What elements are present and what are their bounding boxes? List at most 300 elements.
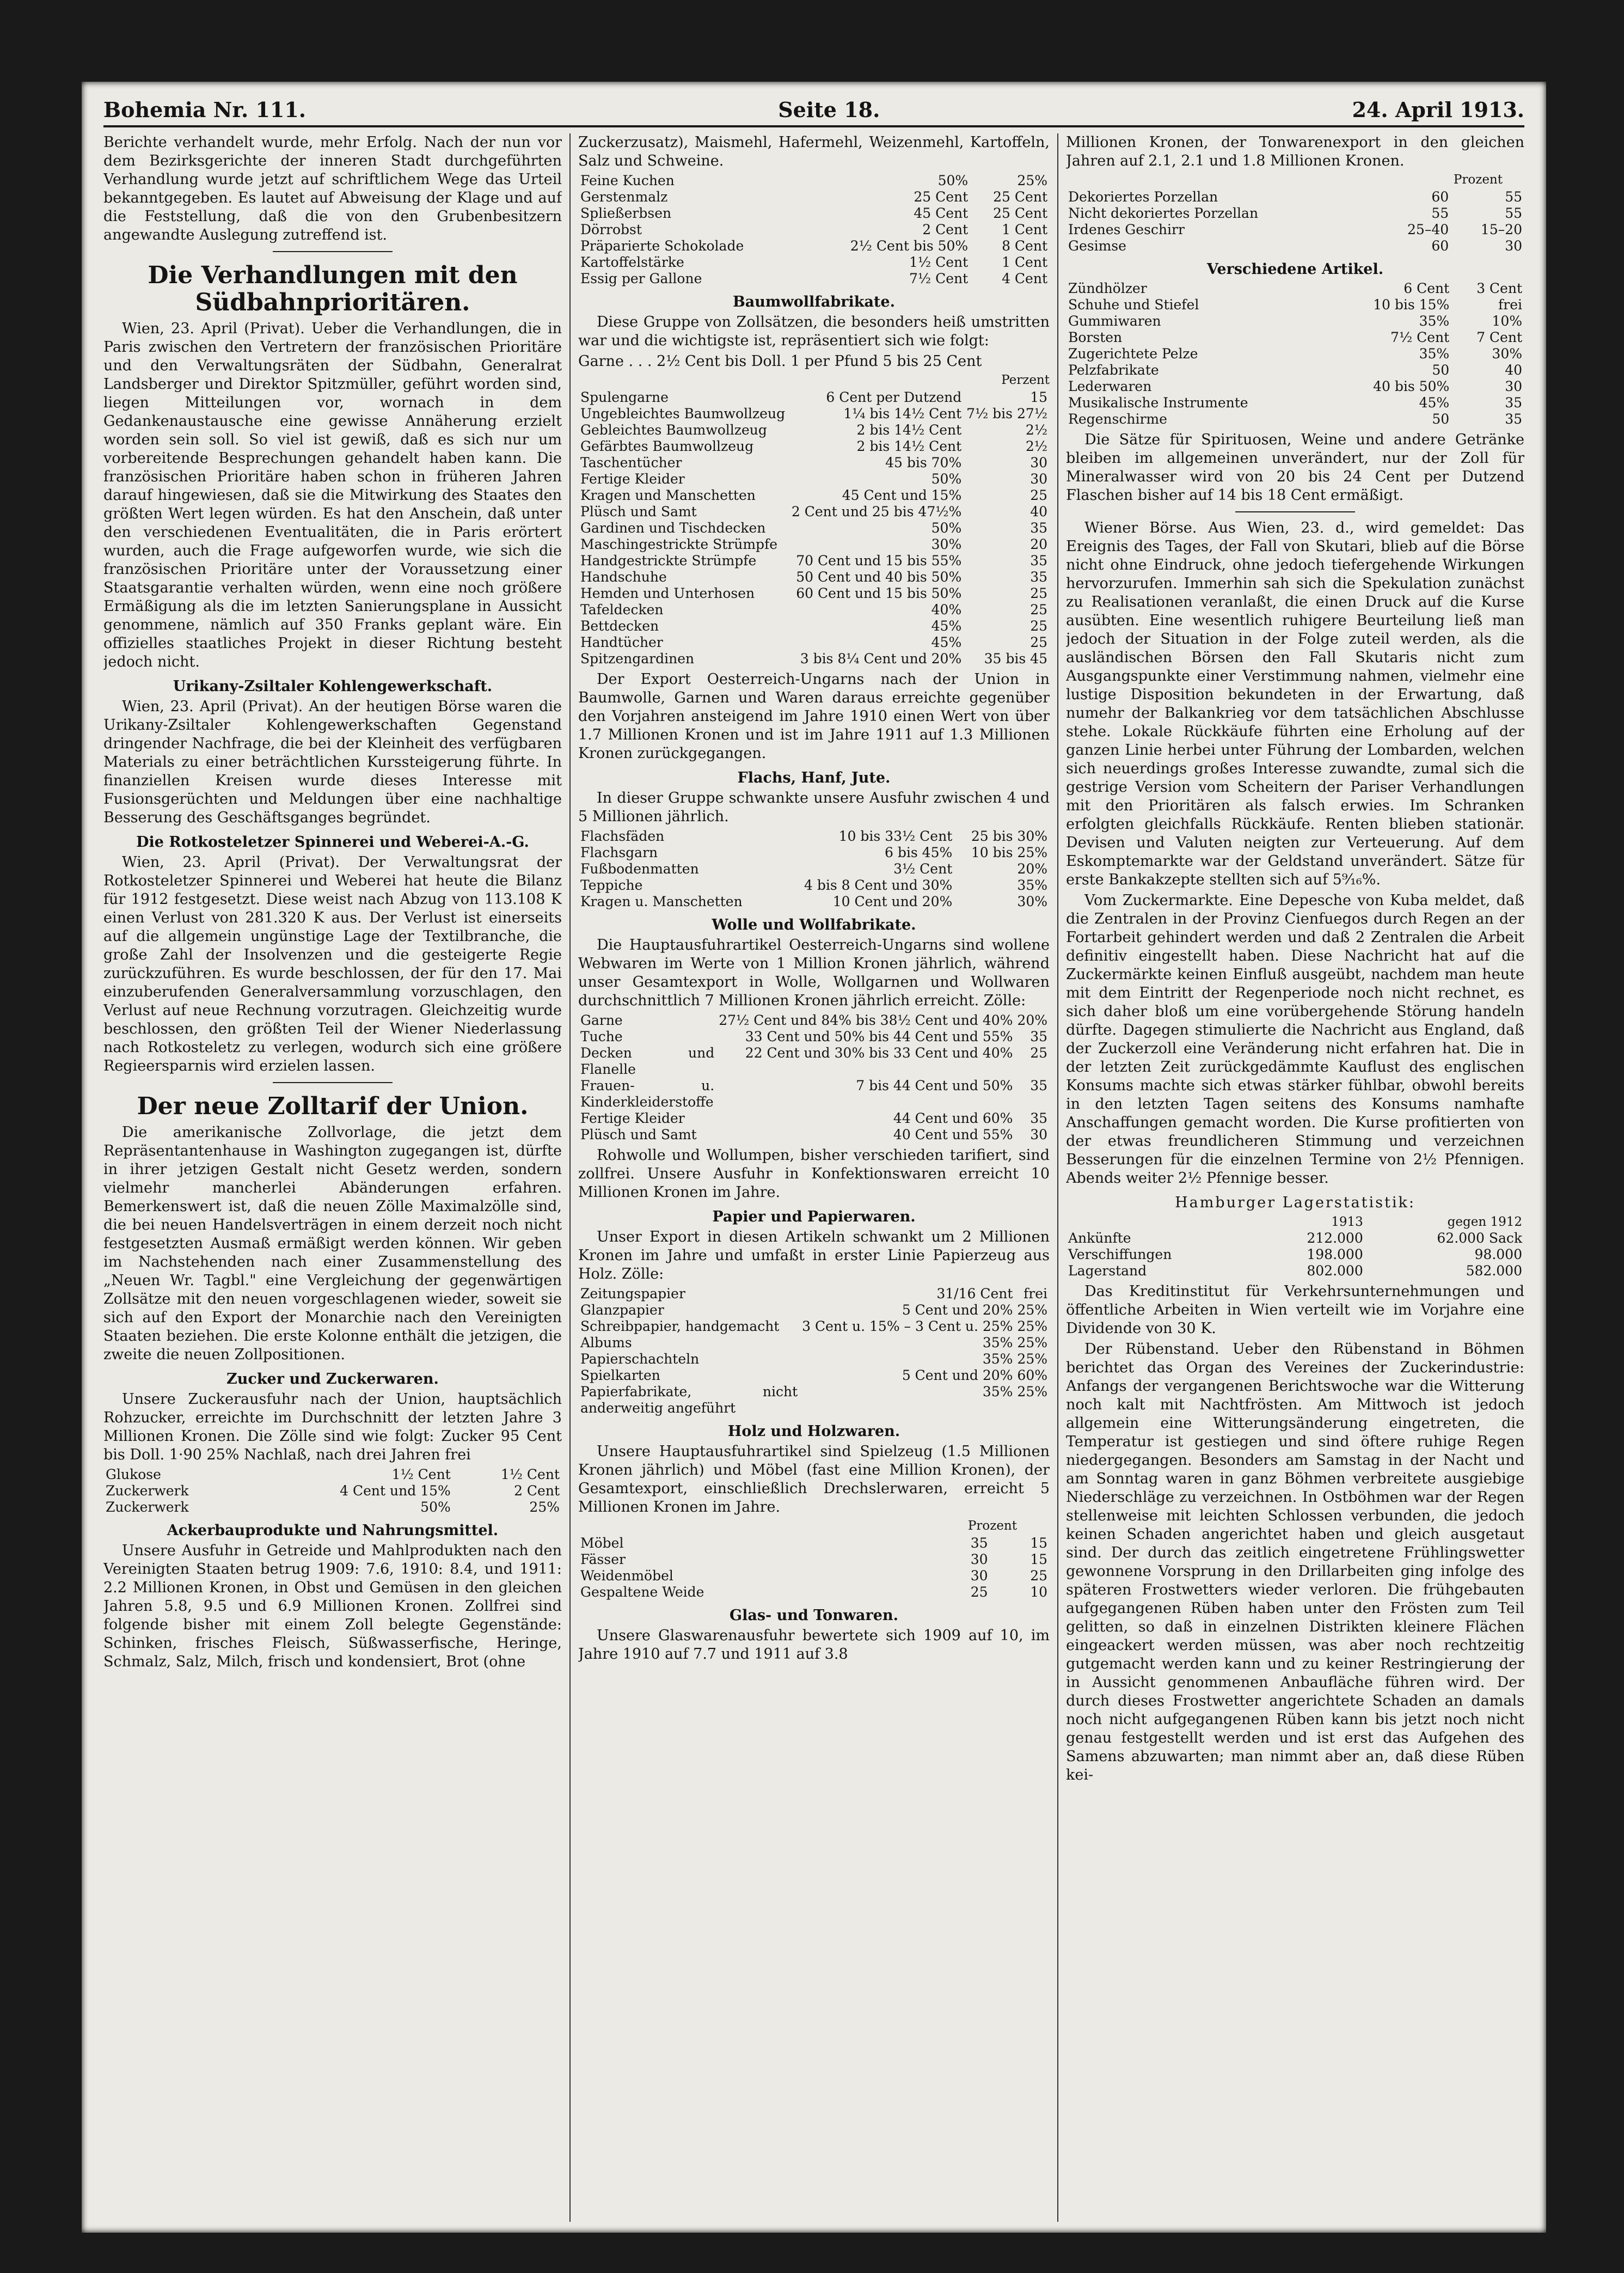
table-cell: 22 Cent und 30% bis 33 Cent und 40% xyxy=(745,1045,1013,1061)
table-cell: 10 Cent und 20% xyxy=(832,894,953,909)
table-row xyxy=(578,634,1050,651)
subhead-papier: Papier und Papierwaren. xyxy=(712,1208,916,1225)
table-cell: Irdenes Geschirr xyxy=(1068,222,1185,237)
table-cell: 25 Cent xyxy=(993,205,1047,221)
article-kreditinstitut: Das Kreditinstitut für Verkehrsunternehmungen und öffentliche Arbeiten in Wien verteilt wie im Vorjahre eine Dividende von 30 K. xyxy=(1066,1283,1524,1337)
article-text: Unsere Zuckerausfuhr nach der Union, hauptsächlich Rohzucker, erreichte im Durchschnitt der letzten Jahre 3 Millionen Kronen. Die Zölle sind wie folgt: Zucker 95 Cent bis Doll. 1·90 25% Nachlaß, nach drei Jahren frei xyxy=(103,1391,562,1463)
table-cell: 50% xyxy=(937,173,969,188)
article-text: Wien, 23. April (Privat). Ueber die Verhandlungen, die in Paris zwischen den Vertretern der französischen Prioritäre und den Verwaltungsräten der Südbahn, Generalrat Landsberger und Direktor Spitzmüller, geführt worden sind, liegen Mitteilungen vor, wornach in dem Gedankenaustausche eine gewisse Annäherung erzielt worden sein soll. So viel ist gewiß, daß es sich nur um vorbereitende Besprechungen gehandelt haben kann. Die französischen Prioritäre haben schon in früheren Jahren darauf hingewiesen, daß sie die Mitwirkung des Staates den größten Wert legen würden. Es hat den Anschein, daß unter den verschiedenen Eventualitäten, die in Paris erörtert wurden, auch die Frage aufgeworfen wurde, wie sich die französischen Prioritäre unter der Voraussetzung einer Staatsgarantie verhalten würden, wenn eine noch größere Ermäßigung als die im letzten Sanierungsplane in Aussicht genommene, nämlich auf 350 Franks geplant wäre. Ein offizielles staatliches Projekt in dieser Richtung besteht jedoch nicht. xyxy=(103,320,562,670)
table-cell: 3½ Cent xyxy=(893,861,953,877)
table-cell: 31/16 Cent xyxy=(936,1286,1013,1302)
table-cell: 3 bis 8¼ Cent und 20% xyxy=(800,651,962,667)
table-row xyxy=(1066,1247,1524,1263)
table-cell: Tafeldecken xyxy=(580,602,664,618)
table-cell: Gespaltene Weide xyxy=(580,1584,704,1600)
table-cell: 62.000 Sack xyxy=(1437,1230,1522,1246)
table-row xyxy=(578,1367,1050,1384)
table-cell: Zuckerwerk xyxy=(106,1499,189,1515)
table-cell: 20% xyxy=(1017,1012,1047,1028)
article-text: Wien, 23. April (Privat). Der Verwaltungsrat der Rotkosteletzer Spinnerei und Weberei hat heute die Bilanz für 1912 festgesetzt. Diese weist nach Abzug von 113.108 K einen Verlust von 281.320 K aus. Der Verlust ist einerseits auf die allgemein ungünstige Lage der Textilbranche, die große Zahl der Insolvenzen und die gesteigerte Regie zurückzuführen. Es wurde beschlossen, der für den 17. Mai einzuberufenden Generalversammlung vorzuschlagen, den Verlust auf neue Rechnung vorzutragen. Gleichzeitig wurde beschlossen, den größten Teil der Wiener Niederlassung nach Rotkosteletz zu verlegen, wodurch sich eine größere Regieersparnis wird erzielen lassen. xyxy=(103,854,562,1074)
table-cell: Weidenmöbel xyxy=(580,1568,673,1584)
table-row xyxy=(578,553,1050,569)
tariff-line: Garne . . . 2½ Cent bis Doll. 1 per Pfund 5 bis 25 Cent xyxy=(578,353,982,370)
table-cell: 35% xyxy=(982,1384,1013,1400)
table-row xyxy=(578,585,1050,602)
tariff-table xyxy=(578,389,1050,667)
table-cell: 45% xyxy=(931,618,962,634)
table-cell: 2½ xyxy=(1025,422,1047,438)
table-cell: Dörrobst xyxy=(580,222,642,237)
table-row xyxy=(578,1568,1050,1584)
article-text: Rohwolle und Wollumpen, bisher verschieden tarifiert, sind zollfrei. Unsere Ausfuhr in Konfektionswaren erreicht 10 Millionen Kronen im Jahre. xyxy=(578,1147,1050,1201)
table-cell: Kragen und Manschetten xyxy=(580,487,756,503)
table-row xyxy=(1066,378,1524,395)
table-cell: 10 bis 25% xyxy=(971,845,1047,860)
subhead-flachs: Flachs, Hanf, Jute. xyxy=(737,769,891,786)
table-cell: Regenschirme xyxy=(1068,411,1167,427)
table-cell: 35% xyxy=(982,1335,1013,1351)
table-cell: 50 xyxy=(1432,411,1450,427)
table-cell: 30 xyxy=(1030,471,1047,487)
table-cell: 6 bis 45% xyxy=(885,845,953,860)
table-cell: Glanzpapier xyxy=(580,1302,664,1318)
table-cell: 35 xyxy=(1030,1078,1047,1093)
table-row xyxy=(578,1078,1050,1110)
table-cell: Schreibpapier, handgemacht xyxy=(580,1318,780,1334)
table-cell: 35% xyxy=(1017,877,1047,893)
header-page-number: Seite 18. xyxy=(778,97,880,122)
table-cell: Zündhölzer xyxy=(1068,280,1147,296)
table-cell: Teppiche xyxy=(580,877,643,893)
table-cell: Gardinen und Tischdecken xyxy=(580,520,766,536)
subhead-zucker: Zucker und Zuckerwaren. xyxy=(226,1371,439,1388)
table-cell: 3 Cent u. 15% – 3 Cent u. 25% xyxy=(802,1318,1013,1334)
table-cell: 4 Cent xyxy=(1002,271,1047,286)
table-row xyxy=(578,651,1050,667)
table-cell: Gesimse xyxy=(1068,238,1126,254)
table-cell: 55 xyxy=(1505,189,1522,205)
table-cell: 40 bis 50% xyxy=(1373,378,1450,394)
column-rule xyxy=(569,133,571,2222)
table-cell: 35 xyxy=(1030,569,1047,585)
table-row xyxy=(578,471,1050,487)
table-cell: 5 Cent und 20% xyxy=(902,1367,1013,1383)
table-row xyxy=(103,1467,562,1483)
table-cell: 50 Cent und 40 bis 50% xyxy=(796,569,962,585)
article-text: Die amerikanische Zollvorlage, die jetzt dem Repräsentantenhause in Washington zugegangen ist, dürfte in ihrer jetzigen Gestalt nicht Gesetz werden, sondern vielmehr mancherlei Abänderungen erfahren. Bemerkenswert ist, daß die neuen Zölle Maximalzölle sind, die bei neuen Handelsverträgen in einem derzeit noch nicht festgesetzten Ausmaß ermäßigt werden können. Wir geben im Nachstehenden nach einer Zusammenstellung des „Neuen Wr. Tagbl." eine Vergleichung der gegenwärtigen Zollsätze mit den neuen vorgeschlagenen wieder, soweit sie sich auf den Export der Monarchie nach den Vereinigten Staaten beziehen. Die erste Kolonne enthält die jetzigen, die zweite die neuen Zollpositionen. xyxy=(103,1124,562,1363)
table-cell: 30% xyxy=(1017,894,1047,909)
headline-rotkosteletz: Die Rotkosteletzer Spinnerei und Weberei-A.-G. xyxy=(136,834,529,851)
table-cell: Hemden und Unterhosen xyxy=(580,585,755,601)
table-cell: Fertige Kleider xyxy=(580,471,685,487)
table-cell: 4 bis 8 Cent und 30% xyxy=(804,877,953,893)
subhead-ackerbau: Ackerbauprodukte und Nahrungsmittel. xyxy=(167,1522,499,1539)
table-row xyxy=(578,455,1050,471)
table-cell: 40 Cent und 55% xyxy=(893,1127,1013,1142)
article-text: In dieser Gruppe schwankte unsere Ausfuhr zwischen 4 und 5 Millionen jährlich. xyxy=(578,790,1050,825)
article-text: Berichte verhandelt wurde, mehr Erfolg. Nach der nun vor dem Bezirksgerichte der inneren Stadt durchgeführten Verhandlung wurde jetzt auf schriftlichem Wege das Urteil bekanntgegeben. Es lautet auf Abweisung der Klage und auf die Feststellung, daß die von den Grubenbesitzern angewandte Auslegung zutreffend ist. xyxy=(103,134,562,243)
table-cell: 7½ bis 27½ xyxy=(966,406,1047,421)
subhead-baumwolle: Baumwollfabrikate. xyxy=(732,294,895,310)
tariff-table xyxy=(578,1286,1050,1416)
table-row xyxy=(1066,1263,1524,1279)
table-cell: 25% xyxy=(1017,1351,1047,1367)
table-cell: Fässer xyxy=(580,1551,626,1567)
table-cell: 50% xyxy=(931,471,962,487)
column-3 xyxy=(1066,133,1524,2222)
table-cell: 60% xyxy=(1017,1367,1047,1383)
subhead-verschiedene: Verschiedene Artikel. xyxy=(1206,261,1384,278)
table-cell: 35% xyxy=(1419,346,1450,362)
table-cell: 25 bis 30% xyxy=(971,828,1047,844)
tariff-table xyxy=(578,828,1050,910)
table-row xyxy=(578,189,1050,205)
table-cell: Musikalische Instrumente xyxy=(1068,395,1248,411)
table-cell: Maschingestrickte Strümpfe xyxy=(580,536,778,552)
table-row xyxy=(1066,362,1524,378)
table-cell: Decken und Flanelle xyxy=(580,1045,715,1077)
table-cell: 212.000 xyxy=(1307,1230,1363,1246)
column-1 xyxy=(103,133,562,2222)
table-cell: 25% xyxy=(1017,1318,1047,1334)
table-cell: 50% xyxy=(420,1499,451,1515)
subhead-wolle: Wolle und Wollfabrikate. xyxy=(712,916,916,933)
table-cell: 55 xyxy=(1431,205,1449,221)
article-text: Unsere Glaswarenausfuhr bewertete sich 1909 auf 10, im Jahre 1910 auf 7.7 und 1911 auf 3.8 xyxy=(578,1627,1050,1663)
table-cell: Kartoffelstärke xyxy=(580,254,684,270)
table-cell: 15 xyxy=(1030,1535,1047,1551)
table-cell: Plüsch und Samt xyxy=(580,1127,697,1142)
table-cell: 35 xyxy=(1030,520,1047,536)
article-text: Millionen Kronen, der Tonwarenexport in den gleichen Jahren auf 2.1, 2.1 und 1.8 Millionen Kronen. xyxy=(1066,134,1524,169)
table-row xyxy=(578,1127,1050,1143)
table-row xyxy=(578,1029,1050,1045)
table-cell: 7½ Cent xyxy=(909,271,969,286)
table-cell: 20% xyxy=(1017,861,1047,877)
table-header-cell: 1913 xyxy=(1331,1215,1363,1229)
subhead-lagerstatistik: Hamburger Lagerstatistik: xyxy=(1175,1194,1415,1211)
table-cell: 35 bis 45 xyxy=(984,651,1047,667)
table-row xyxy=(578,205,1050,222)
table-cell: 60 xyxy=(1431,238,1449,254)
table-cell: Flachsgarn xyxy=(580,845,658,860)
table-cell: 20 xyxy=(1030,536,1047,552)
table-cell: 40% xyxy=(931,602,962,618)
table-row xyxy=(103,1499,562,1516)
table-cell: Spließerbsen xyxy=(580,205,672,221)
table-cell: 30 xyxy=(1030,1127,1047,1142)
table-row xyxy=(578,569,1050,585)
table-cell: 1 Cent xyxy=(1002,254,1047,270)
table-cell: 25 xyxy=(1030,1045,1047,1061)
table-row xyxy=(578,1535,1050,1551)
table-cell: 2 bis 14½ Cent xyxy=(856,438,962,454)
table-cell: Handgestrickte Strümpfe xyxy=(580,553,757,569)
column-rule xyxy=(1057,133,1058,2222)
page-header xyxy=(103,94,1524,127)
table-row xyxy=(1066,395,1524,411)
table-cell: Flachsfäden xyxy=(580,828,665,844)
table-cell: 6 Cent xyxy=(1404,280,1450,296)
table-cell: 7 Cent xyxy=(1476,329,1522,345)
table-cell: Lagerstand xyxy=(1068,1263,1147,1279)
table-cell: Frauen- u. Kinderkleiderstoffe xyxy=(580,1078,715,1110)
table-row xyxy=(578,238,1050,254)
table-cell: 30 xyxy=(970,1551,988,1567)
table-cell: 70 Cent und 15 bis 55% xyxy=(796,553,962,569)
table-cell: 30% xyxy=(1492,346,1522,362)
table-row xyxy=(578,894,1050,910)
table-cell: 25 xyxy=(1030,585,1047,601)
tariff-table xyxy=(1066,189,1524,254)
column-heading: Prozent xyxy=(967,1519,1017,1533)
tariff-table xyxy=(578,1012,1050,1143)
table-row xyxy=(578,1335,1050,1351)
table-cell: Präparierte Schokolade xyxy=(580,238,744,254)
table-cell: 35 xyxy=(1505,411,1522,427)
table-row xyxy=(578,602,1050,618)
table-cell: Bettdecken xyxy=(580,618,659,634)
table-row xyxy=(1066,411,1524,427)
table-row xyxy=(578,520,1050,536)
table-cell: 25 Cent xyxy=(914,189,969,205)
table-row xyxy=(1066,222,1524,238)
table-cell: Albums xyxy=(580,1335,632,1351)
table-row xyxy=(578,1551,1050,1568)
table-cell: Zugerichtete Pelze xyxy=(1068,346,1198,362)
table-cell: 35% xyxy=(982,1351,1013,1367)
subhead-holz: Holz und Holzwaren. xyxy=(727,1423,900,1440)
table-row xyxy=(1066,238,1524,254)
table-cell: Plüsch und Samt xyxy=(580,504,697,520)
article-text: Unser Export in diesen Artikeln schwankt um 2 Millionen Kronen im Jahre und umfaßt in erster Linie Papierzeug aus Holz. Zölle: xyxy=(578,1229,1050,1282)
table-row xyxy=(1066,205,1524,222)
table-cell: 2 Cent und 25 bis 47½% xyxy=(791,504,962,520)
statistics-table xyxy=(1066,1214,1524,1279)
table-cell: 25 xyxy=(1030,487,1047,503)
article-text: Zuckerzusatz), Maismehl, Hafermehl, Weizenmehl, Kartoffeln, Salz und Schweine. xyxy=(578,134,1050,169)
table-row xyxy=(578,487,1050,504)
article-zuckermarkt: Vom Zuckermarkte. Eine Depesche von Kuba meldet, daß die Zentralen in der Provinz Cienfuegos durch Regen an der Fortarbeit gehindert werden und daß 2 Zentralen die Arbeit definitiv eingestellt haben. Diese Nachricht hat auf die Zuckermärkte keinen Einfluß ausgeübt, nachdem man heute mit dem Eintritt der Regenperiode noch nicht rechnet, es sich daher bloß um eine vorübergehende Störung handeln dürfte. Dagegen stimulierte die Nachricht aus England, daß der Zuckerzoll eine Veränderung nicht erfahren hat. Die in der letzten Zeit zurückgedämmte Kauflust des englischen Konsums machte sich etwas stärker fühlbar, obwohl bereits in den letzten Tagen seitens des Konsums namhafte Anschaffungen gemacht worden. Die Kurse profitierten von der etwas freundlicheren Stimmung und verzeichnen Besserungen für die einzelnen Termine von 2½ Pfennigen. Abends weiter 2½ Pfennige besser. xyxy=(1066,892,1524,1187)
table-row xyxy=(578,438,1050,455)
table-cell: 35 xyxy=(1030,1110,1047,1126)
table-cell: Borsten xyxy=(1068,329,1123,345)
table-row xyxy=(1066,189,1524,205)
table-cell: 198.000 xyxy=(1307,1247,1363,1262)
table-cell: 33 Cent und 50% bis 44 Cent und 55% xyxy=(745,1029,1013,1044)
table-cell: 25% xyxy=(1017,1302,1047,1318)
table-cell: Gefärbtes Baumwollzeug xyxy=(580,438,754,454)
table-cell: 1 Cent xyxy=(1002,222,1047,237)
table-cell: 25% xyxy=(1017,1335,1047,1351)
table-cell: 1½ Cent xyxy=(500,1467,560,1482)
table-cell: Taschentücher xyxy=(580,455,682,471)
table-row xyxy=(578,1286,1050,1302)
table-cell: 44 Cent und 60% xyxy=(893,1110,1013,1126)
table-row xyxy=(578,1302,1050,1318)
table-cell: 30 xyxy=(1030,455,1047,471)
headline-zolltarif: Der neue Zolltarif der Union. xyxy=(137,1092,529,1120)
table-cell: Glukose xyxy=(106,1467,161,1482)
tariff-table xyxy=(1066,280,1524,427)
table-cell: 1¼ bis 14½ Cent xyxy=(843,406,962,421)
table-cell: 45% xyxy=(931,634,962,650)
table-cell: Möbel xyxy=(580,1535,624,1551)
table-cell: 60 Cent und 15 bis 50% xyxy=(796,585,962,601)
table-cell: 35 xyxy=(970,1535,988,1551)
table-cell: 40 xyxy=(1030,504,1047,520)
table-cell: Dekoriertes Porzellan xyxy=(1068,189,1218,205)
table-row xyxy=(578,271,1050,287)
table-cell: Handschuhe xyxy=(580,569,667,585)
table-cell: 35 xyxy=(1030,553,1047,569)
table-cell: 50% xyxy=(931,520,962,536)
table-cell: Ankünfte xyxy=(1068,1230,1131,1246)
table-cell: Kragen u. Manschetten xyxy=(580,894,743,909)
separator xyxy=(1235,511,1355,512)
tariff-table xyxy=(578,173,1050,287)
article-text: Unsere Hauptausfuhrartikel sind Spielzeug (1.5 Millionen Kronen jährlich) und Möbel (fast eine Million Kronen), der Gesamtexport, einschließlich Drechslerwaren, erreicht 5 Millionen Kronen im Jahre. xyxy=(578,1443,1050,1516)
table-cell: 582.000 xyxy=(1466,1263,1522,1279)
subhead-glas: Glas- und Tonwaren. xyxy=(730,1607,898,1624)
table-row xyxy=(578,1012,1050,1029)
newspaper-page xyxy=(82,82,1546,2233)
table-cell: Gummiwaren xyxy=(1068,313,1161,329)
table-row xyxy=(578,173,1050,189)
table-cell: 45 Cent xyxy=(914,205,969,221)
table-cell: Verschiffungen xyxy=(1068,1247,1172,1262)
table-row xyxy=(578,422,1050,438)
table-cell: 5 Cent und 20% xyxy=(902,1302,1013,1318)
headline-suedbahn: Die Verhandlungen mit den Südbahnprioritären. xyxy=(148,261,518,316)
table-cell: 3 Cent xyxy=(1476,280,1522,296)
separator xyxy=(273,1082,393,1083)
article-text: Die Hauptausfuhrartikel Oesterreich-Ungarns sind wollene Webwaren im Werte von 1 Million Kronen jährlich, während unser Gesamtexport in Wolle, Wollgarnen und Wollwaren durchschnittlich 7 Millionen Kronen jährlich erreicht. Zölle: xyxy=(578,937,1050,1009)
table-cell: 7½ Cent xyxy=(1390,329,1450,345)
table-row xyxy=(1066,297,1524,313)
table-header-row xyxy=(1066,1214,1524,1230)
table-cell: Spielkarten xyxy=(580,1367,660,1383)
table-cell: 30 xyxy=(1505,238,1522,254)
table-cell: Tuche xyxy=(580,1029,623,1044)
table-row xyxy=(578,1384,1050,1416)
table-cell: 7 bis 44 Cent und 50% xyxy=(856,1078,1013,1093)
table-cell: 802.000 xyxy=(1307,1263,1363,1279)
article-wiener-boerse: Wiener Börse. Aus Wien, 23. d., wird gemeldet: Das Ereignis des Tages, der Fall von Skutari, blieb auf die Börse nicht ohne Eindruck, ohne jedoch tiefergehende Wirkungen hervorzurufen. Immerhin sah sich die Spekulation zunächst zu Realisationen veranlaßt, die einen Druck auf die Kurse ausübten. Eine wesentlich ruhigere Beurteilung ließ man jedoch der Situation in der Folge zuteil werden, als die ausländischen Börsen den Fall Skutaris nicht zum Ausgangspunkte einer Verstimmung nahmen, vielmehr eine lustige Disposition bekundeten in der Erwartung, daß numehr der Balkankrieg vor dem tatsächlichen Abschlusse stehe. Lokale Rückkäufe führten eine Erholung auf der ganzen Linie herbei unter Führung der Lombarden, welchen sich neuerdings großes Interesse zuwandte, zumal sich die gestrige Version vom Scheitern der Pariser Verhandlungen mit den Prioritären als falsch erwies. Im Schranken erfolgten gleichfalls Rückkäufe. Renten blieben stationär. Devisen und Valuten neigten zur Verteuerung. Auf dem Eskomptemarkte war der Geldstand unverändert. Sätze für erste Bankakzepte stellten sich auf 5⁹⁄₁₆%. xyxy=(1066,520,1524,888)
table-row xyxy=(578,1318,1050,1335)
table-cell: 45 bis 70% xyxy=(885,455,962,471)
table-header-cell xyxy=(1066,1214,1258,1230)
table-cell: Ungebleichtes Baumwollzeug xyxy=(580,406,786,421)
table-row xyxy=(578,406,1050,422)
table-cell: 6 Cent per Dutzend xyxy=(826,389,962,405)
headline-urikany: Urikany-Zsiltaler Kohlengewerkschaft. xyxy=(173,678,493,695)
table-cell: Handtücher xyxy=(580,634,663,650)
table-cell: 45 Cent und 15% xyxy=(842,487,962,503)
table-cell: 25% xyxy=(1017,1384,1047,1400)
table-cell: 1½ Cent xyxy=(391,1467,451,1482)
table-row xyxy=(578,845,1050,861)
table-cell: Lederwaren xyxy=(1068,378,1152,394)
article-text: Der Export Oesterreich-Ungarns nach der Union in Baumwolle, Garnen und Waren daraus erreichte gegenüber den Vorjahren ansteigend im Jahre 1910 einen Wert von über 1.7 Millionen Kronen und ist im Jahre 1911 auf 1.3 Millionen Kronen zurückgegangen. xyxy=(578,671,1050,762)
table-row xyxy=(578,1045,1050,1078)
table-cell: Essig per Gallone xyxy=(580,271,702,286)
table-cell: Fußbodenmatten xyxy=(580,861,699,877)
table-row xyxy=(1066,329,1524,346)
table-cell: Feine Kuchen xyxy=(580,173,675,188)
article-ruebenstand: Der Rübenstand. Ueber den Rübenstand in Böhmen berichtet das Organ des Vereines der Zuckerindustrie: Anfangs der vergangenen Berichtswoche war die Witterung noch kalt mit Nachtfrösten. Am Mittwoch ist jedoch allgemein eine Witterungsänderung eingetreten, die Temperatur ist gestiegen und sind öftere ruhige Regen niedergegangen. Besonders am Samstag in der Nacht und am Sonntag waren in ganz Böhmen verbreitete ausgiebige Niederschläge zu verzeichnen. In Ostböhmen war der Regen stellenweise mit leichten Schlossen verbunden, die jedoch keinen Schaden angerichtet haben und gleich ausgetaut sind. Der durch das zeitlich eingetretene Frühlingswetter gewonnene Vorsprung in den Drillarbeiten ging infolge des späteren Frostwetters wieder verloren. Die frühgebauten aufgegangenen Rüben haben unter den Frösten zum Teil gelitten, so daß in einzelnen Distrikten kleinere Flächen eingeackert werden müssen, was aber noch rechtzeitig gutgemacht werden kann und zu keiner Restringierung der in Aussicht genommenen Anbaufläche führen wird. Der durch dieses Frostwetter angerichtete Schaden an damals noch nicht aufgegangenen Rüben kann bis jetzt noch nicht genau festgestellt werden und ist erst das Aufgehen des Samens abzuwarten; man nimmt aber an, daß diese Rüben kei- xyxy=(1066,1341,1524,1783)
table-cell: Papierfabrikate, nicht anderweitig angeführt xyxy=(580,1384,798,1416)
table-cell: Zeitungspapier xyxy=(580,1286,685,1302)
table-row xyxy=(103,1483,562,1499)
table-cell: 30% xyxy=(931,536,962,552)
table-cell: Gerstenmalz xyxy=(580,189,668,205)
table-cell: frei xyxy=(1498,297,1522,313)
table-cell: 98.000 xyxy=(1474,1247,1522,1262)
table-cell: 25 xyxy=(970,1584,988,1600)
table-cell: 55 xyxy=(1505,205,1522,221)
table-cell: 2½ xyxy=(1025,438,1047,454)
table-cell: 25 xyxy=(1030,634,1047,650)
table-row xyxy=(578,536,1050,553)
table-row xyxy=(1066,313,1524,329)
table-row xyxy=(1066,1230,1524,1247)
table-cell: 15–20 xyxy=(1480,222,1522,237)
table-cell: Spulengarne xyxy=(580,389,669,405)
table-cell: 15 xyxy=(1030,1551,1047,1567)
tariff-table xyxy=(103,1467,562,1516)
table-row xyxy=(578,877,1050,894)
header-date: 24. April 1913. xyxy=(1352,97,1524,122)
table-cell: 2½ Cent bis 50% xyxy=(850,238,969,254)
tariff-table xyxy=(578,1535,1050,1600)
table-row xyxy=(578,389,1050,406)
table-row xyxy=(578,1584,1050,1600)
table-row xyxy=(578,504,1050,520)
table-cell: 45% xyxy=(1419,395,1450,411)
table-row xyxy=(578,1110,1050,1127)
table-cell: 2 bis 14½ Cent xyxy=(856,422,962,438)
table-cell: 35 xyxy=(1505,395,1522,411)
table-cell: Zuckerwerk xyxy=(106,1483,189,1499)
table-cell: 10 xyxy=(1030,1584,1047,1600)
table-header-cell: gegen 1912 xyxy=(1447,1215,1522,1229)
column-heading: Prozent xyxy=(1453,173,1503,187)
table-cell: 25 xyxy=(1030,602,1047,618)
table-cell: 4 Cent und 15% xyxy=(340,1483,451,1499)
table-cell: Gebleichtes Baumwollzeug xyxy=(580,422,767,438)
table-row xyxy=(1066,280,1524,297)
table-cell: 25–40 xyxy=(1407,222,1449,237)
table-row xyxy=(578,861,1050,877)
column-heading: Perzent xyxy=(1001,373,1050,387)
table-row xyxy=(578,828,1050,845)
table-cell: 10% xyxy=(1492,313,1522,329)
table-cell: 60 xyxy=(1431,189,1449,205)
table-cell: Spitzengardinen xyxy=(580,651,695,667)
table-row xyxy=(578,1351,1050,1367)
table-cell: 25% xyxy=(1017,173,1047,188)
table-row xyxy=(578,254,1050,271)
article-text: Die Sätze für Spirituosen, Weine und andere Getränke bleiben im allgemeinen unverändert, nur der Zoll für Mineralwasser wird von 20 bis 24 Cent per Dutzend Flaschen bisher auf 14 bis 18 Cent ermäßigt. xyxy=(1066,431,1524,504)
article-text: Unsere Ausfuhr in Getreide und Mahlprodukten nach den Vereinigten Staaten betrug 1909: 7.6, 1910: 8.4, und 1911: 2.2 Millionen Kronen, in Obst und Gemüsen in den gleichen Jahren 5.8, 9.5 und 6.9 Millionen Kronen. Zollfrei sind folgende bisher mit einem Zoll belegte Gegenstände: Schinken, frisches Fleisch, Süßwasserfische, Heringe, Schmalz, Salz, Milch, frisch und kondensiert, Brot (ohne xyxy=(103,1542,562,1670)
table-cell: 15 xyxy=(1030,389,1047,405)
table-cell: 35% xyxy=(1419,313,1450,329)
table-cell: Schuhe und Stiefel xyxy=(1068,297,1199,313)
table-cell: 25% xyxy=(529,1499,560,1515)
table-row xyxy=(1066,346,1524,362)
table-cell: 25 xyxy=(1030,1568,1047,1584)
